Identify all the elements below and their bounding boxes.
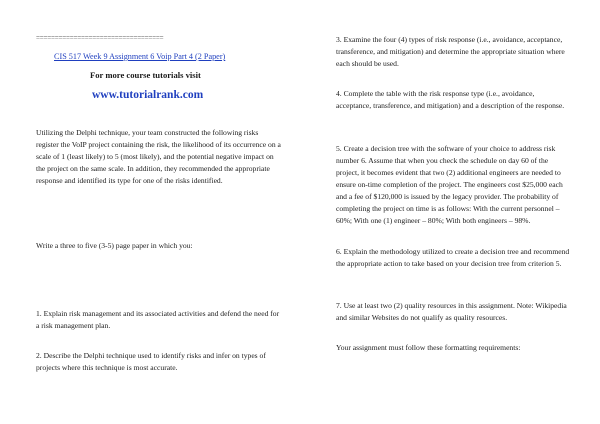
requirement-item-7: 7. Use at least two (2) quality resources in this assignment. Note: Wikipedia and similar Websites do not qualify as quality resources. bbox=[336, 301, 567, 322]
requirement-item-3: 3. Examine the four (4) types of risk response (i.e., avoidance, acceptance, transference, and mitigation) and determine the appropriate situation where each should be used. bbox=[336, 35, 565, 68]
formatting-requirements: Your assignment must follow these formatting requirements: bbox=[336, 343, 521, 352]
site-link[interactable]: www.tutorialrank.com bbox=[92, 89, 204, 101]
assignment-title-link[interactable]: CIS 517 Week 9 Assignment 6 Voip Part 4 (2 Paper) bbox=[54, 52, 226, 61]
requirement-item-1: 1. Explain risk management and its associated activities and defend the need for a risk management plan. bbox=[36, 309, 280, 330]
requirement-item-4: 4. Complete the table with the risk response type (i.e., avoidance, acceptance, transference, and mitigation) and a description of the response. bbox=[336, 89, 565, 110]
requirement-item-2: 2. Describe the Delphi technique used to identify risks and infer on types of projects where this technique is most accurate. bbox=[36, 351, 266, 372]
requirement-item-6: 6. Explain the methodology utilized to create a decision tree and recommend the appropriate action to take based on your decision tree from criterion 5. bbox=[336, 247, 570, 268]
more-tutorials-text: For more course tutorials visit bbox=[90, 70, 201, 80]
intro-paragraph: Utilizing the Delphi technique, your team constructed the following risks register the VoIP project containing the risk, the likelihood of its occurrence on a scale of 1 (least likely) to 5 (most likely), and the potential negative impact on the project on the same scale. In addition, they recommended the appropriate response and identified its type for one of the risks identified. bbox=[36, 128, 281, 185]
requirement-item-5: 5. Create a decision tree with the software of your choice to address risk number 6. Assume that when you check the schedule on day 60 of the project, it becomes evident that two (2) additional engineers are needed to ensure on-time completion of the project. The engineers cost $25,000 each and a fee of $120,000 is issued by the legacy provider. The probability of completing the project on time is as follows: With the current personnel – 60%; With one (1) engineer – 80%; With both engineers – 98%. bbox=[336, 144, 563, 225]
write-instruction: Write a three to five (3-5) page paper in which you: bbox=[36, 241, 193, 250]
header-divider: ================================== bbox=[36, 34, 164, 42]
